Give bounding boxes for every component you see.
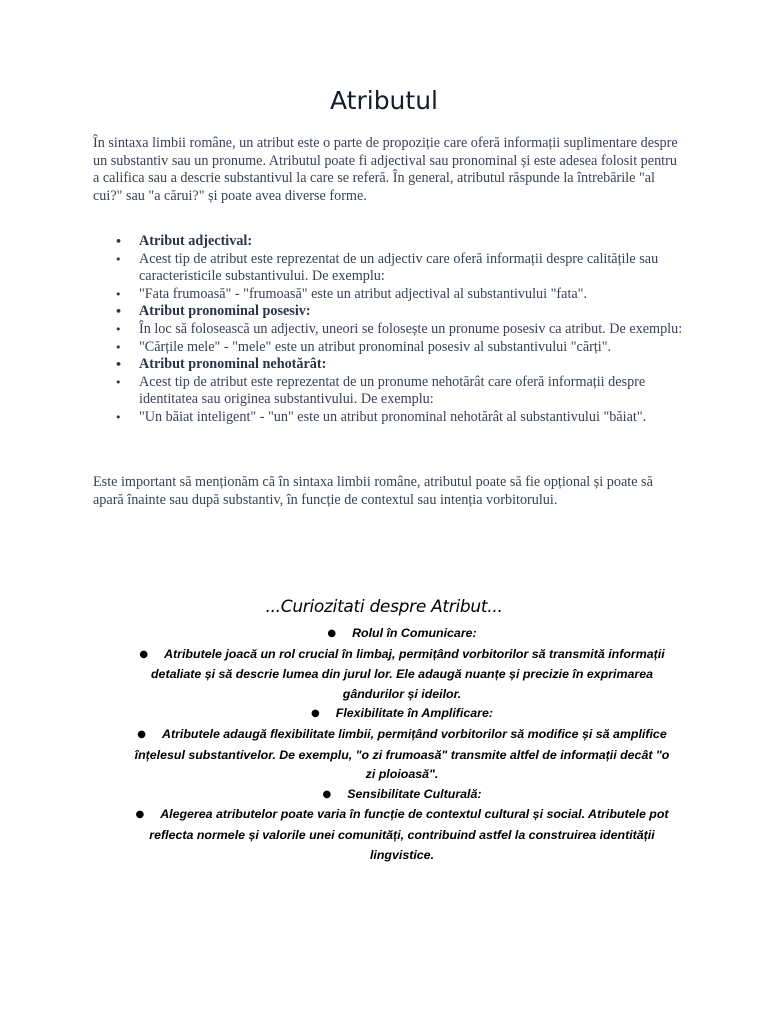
curiosity-text: Atributele adaugă flexibilitate limbii, permițând vorbitorilor să modifice și să amplifice înțelesul substantivelor. De exemplu, "o zi frumoasă" transmite altfel de informații decât "o zi ploioasă". bbox=[134, 726, 670, 782]
curiosity-item bbox=[132, 785, 672, 806]
curiosity-text: Flexibilitate în Amplificare: bbox=[335, 706, 493, 721]
list-item-heading: • Atribut adjectival: bbox=[93, 233, 683, 251]
list-item-heading: • Atribut pronominal nehotărât: bbox=[93, 356, 683, 374]
bullet-icon: ● bbox=[327, 628, 337, 639]
page-title: Atributul bbox=[330, 86, 438, 115]
list-item: • "Un băiat inteligent" - "un" este un atribut pronominal nehotărât al substantivului "băiat". bbox=[93, 409, 683, 427]
list-item: • Acest tip de atribut este reprezentat de un adjectiv care oferă informații despre calitățile sau caracteristicile substantivului. De exemplu: bbox=[93, 251, 683, 286]
curiosity-text: Rolul în Comunicare: bbox=[352, 626, 477, 640]
bullet-icon: ● bbox=[322, 788, 332, 800]
attribute-types-list bbox=[93, 233, 683, 427]
bullet-icon: ● bbox=[311, 708, 320, 720]
list-item: • "Cărțile mele" - "mele" este un atribut pronominal posesiv al substantivului "cărți". bbox=[93, 339, 683, 357]
curiosity-item bbox=[132, 704, 672, 725]
curiosity-text: Atributele joacă un rol crucial în limbaj, permițând vorbitorilor să transmită informații detaliate și să descrie lumea din jurul lor. Ele adaugă nuanțe și precizie în exprimarea gândurilor și ideilor. bbox=[150, 646, 665, 701]
bullet-icon: ● bbox=[137, 728, 147, 740]
curiosity-item bbox=[132, 725, 672, 785]
bullet-icon: ● bbox=[139, 648, 149, 660]
list-item: • În loc să folosească un adjectiv, uneori se folosește un pronume posesiv ca atribut. De exemplu: bbox=[93, 321, 683, 339]
curiosity-item bbox=[132, 624, 672, 645]
list-item: • Acest tip de atribut este reprezentat de un pronume nehotărât care oferă informații despre identitatea sau originea substantivului. De exemplu: bbox=[93, 374, 683, 409]
curiosity-item bbox=[132, 805, 672, 865]
intro-paragraph: În sintaxa limbii române, un atribut este o parte de propoziție care oferă informații suplimentare despre un substantiv sau un pronume. Atributul poate fi adjectival sau pronominal și este adesea folosit pentru a califica sau a descrie substantivul la care se referă. În general, atributul răspunde la întrebările "al cui?" sau "a cărui?" și poate avea diverse forme. bbox=[93, 135, 678, 204]
list-item: • "Fata frumoasă" - "frumoasă" este un atribut adjectival al substantivului "fata". bbox=[93, 286, 683, 304]
bullet-icon: ● bbox=[135, 809, 145, 821]
curiosities-title: ...Curiozitati despre Atribut... bbox=[265, 597, 503, 617]
curiosities-list bbox=[132, 624, 672, 865]
curiosity-text: Alegerea atributelor poate varia în funcție de contextul cultural și social. Atributele pot reflecta normele și valorile unei comunități, contribuind astfel la construirea identității lingvistice. bbox=[149, 807, 669, 862]
curiosity-item bbox=[132, 645, 672, 705]
curiosity-text: Sensibilitate Culturală: bbox=[347, 786, 482, 801]
closing-paragraph: Este important să menționăm că în sintaxa limbii române, atributul poate să fie opțional și poate să apară înainte sau după substantiv, în funcție de contextul sau intenția vorbitorului. bbox=[93, 474, 653, 508]
list-item-heading: • Atribut pronominal posesiv: bbox=[93, 303, 683, 321]
